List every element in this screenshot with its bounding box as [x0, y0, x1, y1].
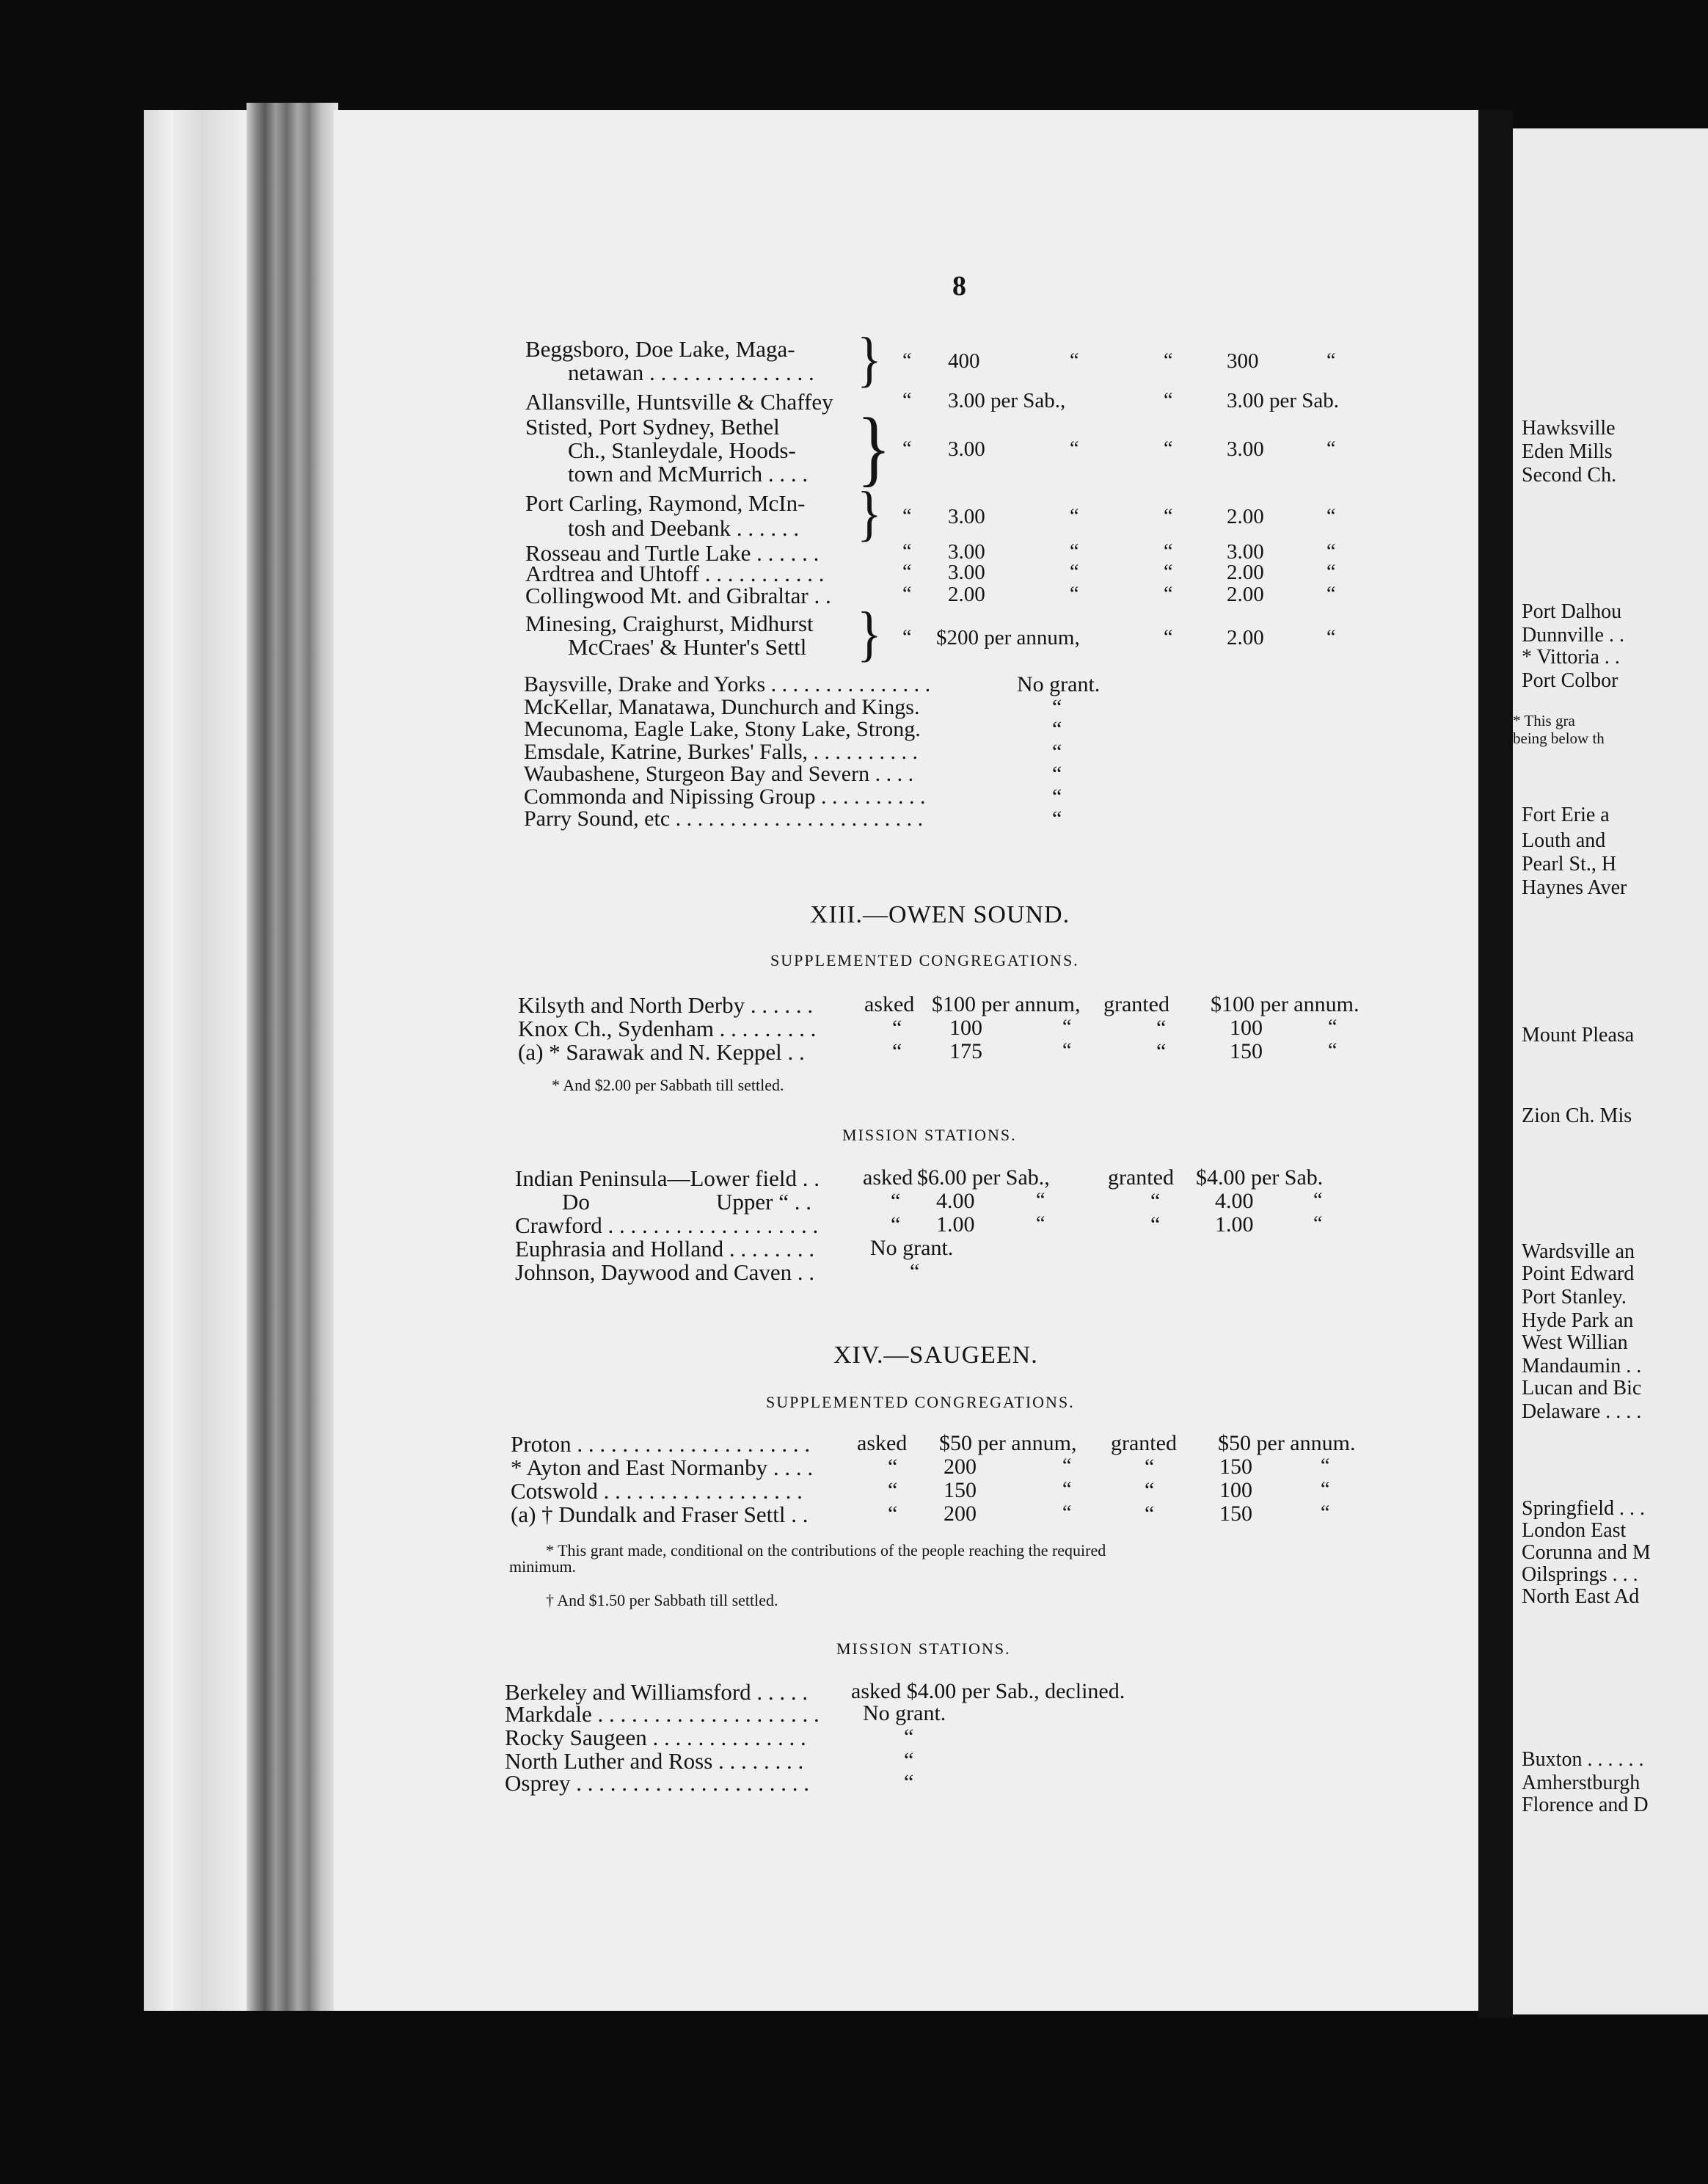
table-row-name: (a) † Dundalk and Fraser Settl . .: [511, 1502, 809, 1527]
ditto-mark: “: [1321, 1502, 1330, 1524]
ditto-mark: “: [1164, 389, 1173, 412]
right-page-line: Mount Pleasa: [1522, 1024, 1635, 1046]
section-heading: XIII.—OWEN SOUND.: [810, 901, 1070, 928]
ditto-mark: “: [1070, 540, 1079, 563]
amount-asked: 3.00: [948, 505, 985, 528]
ditto-mark: “: [904, 1748, 914, 1772]
amount-asked: $6.00 per Sab.,: [917, 1165, 1050, 1190]
asked-label: “: [892, 1016, 902, 1040]
right-page-line: Port Stanley.: [1522, 1286, 1627, 1308]
amount-asked: 3.00: [948, 561, 985, 584]
ditto-mark: “: [910, 1259, 920, 1284]
no-grant: No grant.: [1017, 672, 1101, 696]
amount-asked: 3.00: [948, 437, 985, 461]
table-row-name: netawan . . . . . . . . . . . . . . .: [568, 360, 814, 385]
ditto-mark: “: [902, 505, 912, 528]
right-page-line: Hyde Park an: [1522, 1309, 1634, 1332]
subsection-heading: SUPPLEMENTED CONGREGATIONS.: [766, 1393, 1075, 1411]
table-row-name: Osprey . . . . . . . . . . . . . . . . . . . . .: [505, 1770, 810, 1796]
amount-granted: 3.00 per Sab.: [1227, 389, 1340, 412]
right-page-line: Amherstburgh: [1522, 1772, 1641, 1794]
amount-granted: 2.00: [1227, 561, 1264, 584]
subsection-heading: SUPPLEMENTED CONGREGATIONS.: [770, 951, 1079, 969]
page-number: 8: [952, 271, 966, 302]
asked-label: asked: [864, 992, 915, 1016]
right-page-line: * This gra: [1513, 712, 1575, 729]
granted-label: “: [1145, 1502, 1155, 1526]
ditto-mark: “: [1326, 349, 1336, 372]
ditto-mark: “: [1052, 807, 1062, 831]
right-page-line: Lucan and Bic: [1522, 1377, 1642, 1399]
right-page-line: Florence and D: [1522, 1794, 1649, 1816]
table-row-name: McKellar, Manatawa, Dunchurch and Kings.: [524, 694, 920, 719]
ditto-mark: “: [1070, 349, 1079, 372]
amount-granted: 150: [1219, 1502, 1252, 1526]
no-grant: No grant.: [863, 1701, 946, 1725]
amount-asked: 100: [949, 1016, 982, 1040]
right-page-line: Corunna and M: [1522, 1541, 1651, 1564]
table-row-name: McCraes' & Hunter's Settl: [568, 634, 807, 660]
ditto-mark: “: [1164, 540, 1173, 563]
right-page-line: Springfield . . .: [1522, 1497, 1645, 1520]
ditto-mark: “: [1062, 1016, 1072, 1038]
granted-label: “: [1150, 1212, 1161, 1237]
amount-granted: 2.00: [1227, 626, 1264, 649]
ditto-mark: “: [1062, 1502, 1072, 1524]
right-page-line: Haynes Aver: [1522, 876, 1627, 899]
footnote: minimum.: [509, 1557, 577, 1576]
ditto-mark: “: [1326, 505, 1336, 528]
table-row-name: North Luther and Ross . . . . . . . .: [505, 1748, 804, 1774]
decline-note: asked $4.00 per Sab., declined.: [851, 1679, 1125, 1703]
ditto-mark: “: [1164, 349, 1173, 372]
table-row-name: Parry Sound, etc . . . . . . . . . . . . . . . . . . . . . . .: [524, 807, 924, 831]
table-row-name: (a) * Sarawak and N. Keppel . .: [518, 1039, 805, 1065]
granted-label: “: [1145, 1455, 1155, 1479]
table-row-name: Emsdale, Katrine, Burkes' Falls, . . . . . . . . . .: [524, 739, 918, 764]
ditto-mark: “: [902, 389, 912, 412]
asked-label: “: [888, 1478, 898, 1502]
brace: }: [857, 400, 891, 495]
table-row-name: town and McMurrich . . . .: [568, 461, 809, 487]
section-heading: XIV.—SAUGEEN.: [833, 1342, 1038, 1369]
granted-label: granted: [1111, 1431, 1177, 1455]
amount-granted: 100: [1219, 1478, 1252, 1502]
table-row-name: Commonda and Nipissing Group . . . . . . . . . .: [524, 784, 926, 809]
asked-label: “: [888, 1455, 898, 1479]
footnote: * This grant made, conditional on the contributions of the people reaching the required: [546, 1541, 1106, 1559]
right-page-line: West Willian: [1522, 1331, 1628, 1354]
brace: }: [857, 600, 882, 669]
ditto-mark: “: [1321, 1455, 1330, 1477]
table-row-name: * Ayton and East Normanby . . . .: [511, 1455, 814, 1480]
ditto-mark: “: [1321, 1478, 1330, 1501]
footnote: † And $1.50 per Sabbath till settled.: [546, 1591, 778, 1609]
ditto-mark: “: [1052, 784, 1062, 809]
ditto-mark: “: [1070, 561, 1079, 583]
right-page-line: North East Ad: [1522, 1585, 1640, 1608]
ditto-mark: “: [1326, 437, 1336, 460]
right-page-line: Mandaumin . .: [1522, 1355, 1642, 1377]
granted-label: granted: [1108, 1165, 1174, 1190]
amount-granted: $4.00 per Sab.: [1196, 1165, 1324, 1190]
ditto-mark: “: [904, 1770, 914, 1794]
amount-granted: 150: [1230, 1039, 1263, 1063]
right-page-line: Second Ch.: [1522, 464, 1617, 487]
amount-asked: 4.00: [936, 1189, 975, 1213]
ditto-mark: “: [1326, 626, 1336, 649]
table-row-name: Crawford . . . . . . . . . . . . . . . . . . .: [515, 1212, 819, 1238]
ditto-mark: “: [1062, 1455, 1072, 1477]
ditto-mark: “: [1328, 1039, 1337, 1062]
right-page-line: Louth and: [1522, 829, 1606, 852]
right-page-line: Eden Mills: [1522, 440, 1613, 463]
ditto-mark: “: [1052, 762, 1062, 786]
amount-asked: 200: [944, 1502, 977, 1526]
amount-asked: 200: [944, 1455, 977, 1479]
table-row-name: Stisted, Port Sydney, Bethel: [525, 414, 780, 440]
right-page-line: Wardsville an: [1522, 1240, 1635, 1263]
ditto-mark: “: [1164, 583, 1173, 605]
table-row-name: Cotswold . . . . . . . . . . . . . . . . . .: [511, 1478, 803, 1504]
ditto-mark: “: [1313, 1189, 1323, 1212]
ditto-mark: “: [1070, 583, 1079, 605]
ditto-mark: “: [1036, 1212, 1045, 1235]
ditto-mark: “: [1164, 437, 1173, 460]
table-row-name: Upper “ . .: [716, 1189, 811, 1215]
granted-label: “: [1145, 1478, 1155, 1502]
amount-granted: 150: [1219, 1455, 1252, 1479]
table-row-name: Johnson, Daywood and Caven . .: [515, 1259, 815, 1285]
table-row-name: Rosseau and Turtle Lake . . . . . .: [525, 540, 820, 566]
table-row-name: Ardtrea and Uhtoff . . . . . . . . . . .: [525, 561, 825, 586]
table-row-name: Beggsboro, Doe Lake, Maga-: [525, 336, 795, 362]
subsection-heading: MISSION STATIONS.: [836, 1639, 1011, 1658]
amount-asked: $100 per annum,: [932, 992, 1081, 1016]
ditto-mark: “: [1326, 540, 1336, 563]
brace: }: [857, 326, 882, 394]
ditto-mark: “: [1070, 437, 1079, 460]
amount-granted: 3.00: [1227, 437, 1264, 461]
right-page-line: Delaware . . . .: [1522, 1400, 1642, 1423]
table-row-name: Euphrasia and Holland . . . . . . . .: [515, 1236, 815, 1262]
ditto-mark: “: [1164, 505, 1173, 528]
page-stack-edge: [173, 110, 247, 2011]
right-page-line: Point Edward: [1522, 1262, 1635, 1285]
amount-granted: $50 per annum.: [1218, 1431, 1356, 1455]
amount-granted: 4.00: [1215, 1189, 1254, 1213]
right-page-line: Dunnville . .: [1522, 624, 1624, 647]
ditto-mark: “: [1052, 739, 1062, 764]
granted-label: “: [1156, 1016, 1167, 1040]
asked-label: “: [888, 1502, 898, 1526]
table-row-name: Waubashene, Sturgeon Bay and Severn . . . .: [524, 762, 914, 786]
right-page-line: Port Dalhou: [1522, 600, 1622, 623]
table-row-name: Mecunoma, Eagle Lake, Stony Lake, Strong.: [524, 717, 921, 741]
table-row-name: Collingwood Mt. and Gibraltar . .: [525, 583, 831, 608]
granted-label: “: [1150, 1189, 1161, 1213]
amount-granted: 2.00: [1227, 505, 1264, 528]
amount-asked: 400: [948, 349, 980, 373]
amount-granted: 100: [1230, 1016, 1263, 1040]
ditto-mark: “: [1328, 1016, 1337, 1038]
table-row-name: Baysville, Drake and Yorks . . . . . . . . . . . . . . .: [524, 672, 931, 696]
amount-granted: 3.00: [1227, 540, 1264, 564]
brace: }: [857, 480, 882, 548]
right-page-line: being below th: [1513, 729, 1605, 747]
asked-label: asked: [863, 1165, 913, 1190]
amount-asked: $200 per annum,: [936, 626, 1080, 649]
table-row-name: Allansville, Huntsville & Chaffey: [525, 389, 833, 415]
asked-label: “: [891, 1189, 901, 1213]
book-edge: [144, 110, 173, 2011]
no-grant: No grant.: [870, 1236, 954, 1260]
ditto-mark: “: [904, 1725, 914, 1749]
amount-granted: 300: [1227, 349, 1259, 373]
right-page-line: * Vittoria . .: [1522, 646, 1620, 669]
subsection-heading: MISSION STATIONS.: [842, 1126, 1017, 1144]
ditto-mark: “: [902, 583, 912, 605]
granted-label: “: [1156, 1039, 1167, 1063]
asked-label: asked: [857, 1431, 908, 1455]
footnote: * And $2.00 per Sabbath till settled.: [552, 1076, 784, 1094]
right-page-line: Fort Erie a: [1522, 804, 1610, 826]
table-row-name: Do: [562, 1189, 590, 1215]
amount-asked: 1.00: [936, 1212, 975, 1237]
ditto-mark: “: [1052, 694, 1062, 719]
ditto-mark: “: [902, 540, 912, 563]
right-page-line: Zion Ch. Mis: [1522, 1104, 1632, 1127]
ditto-mark: “: [1062, 1478, 1072, 1501]
amount-granted: 2.00: [1227, 583, 1264, 606]
ditto-mark: “: [902, 437, 912, 460]
ditto-mark: “: [1164, 561, 1173, 583]
table-row-name: Berkeley and Williamsford . . . . .: [505, 1679, 809, 1705]
amount-granted: 1.00: [1215, 1212, 1254, 1237]
right-page-line: Hawksville: [1522, 417, 1616, 440]
right-page-line: London East: [1522, 1519, 1627, 1542]
ditto-mark: “: [1052, 717, 1062, 741]
table-row-name: Ch., Stanleydale, Hoods-: [568, 437, 796, 463]
table-row-name: Proton . . . . . . . . . . . . . . . . . . . . .: [511, 1431, 811, 1457]
table-row-name: Rocky Saugeen . . . . . . . . . . . . . .: [505, 1725, 806, 1750]
amount-asked: 3.00 per Sab.,: [948, 389, 1066, 412]
table-row-name: Kilsyth and North Derby . . . . . .: [518, 992, 814, 1018]
amount-asked: 150: [944, 1478, 977, 1502]
ditto-mark: “: [902, 349, 912, 372]
ditto-mark: “: [902, 561, 912, 583]
ditto-mark: “: [902, 626, 912, 649]
amount-asked: $50 per annum,: [939, 1431, 1077, 1455]
ditto-mark: “: [1326, 561, 1336, 583]
right-page-line: Oilsprings . . .: [1522, 1563, 1638, 1586]
right-page-line: Buxton . . . . . .: [1522, 1748, 1644, 1771]
granted-label: granted: [1103, 992, 1169, 1016]
ditto-mark: “: [1070, 505, 1079, 528]
book-spine: [247, 103, 338, 2011]
asked-label: “: [891, 1212, 901, 1237]
ditto-mark: “: [1313, 1212, 1323, 1235]
right-page: [1513, 128, 1708, 2014]
asked-label: “: [892, 1039, 902, 1063]
amount-granted: $100 per annum.: [1211, 992, 1360, 1016]
ditto-mark: “: [1062, 1039, 1072, 1062]
table-row-name: Port Carling, Raymond, McIn-: [525, 490, 806, 516]
ditto-mark: “: [1326, 583, 1336, 605]
gutter: [1478, 110, 1513, 2018]
table-row-name: tosh and Deebank . . . . . .: [568, 515, 800, 541]
right-page-line: Pearl St., H: [1522, 853, 1617, 876]
ditto-mark: “: [1164, 626, 1173, 649]
amount-asked: 2.00: [948, 583, 985, 606]
amount-asked: 175: [949, 1039, 982, 1063]
table-row-name: Minesing, Craighurst, Midhurst: [525, 611, 814, 636]
table-row-name: Indian Peninsula—Lower field . .: [515, 1165, 820, 1191]
right-page-line: Port Colbor: [1522, 669, 1618, 692]
table-row-name: Knox Ch., Sydenham . . . . . . . . .: [518, 1016, 817, 1041]
table-row-name: Markdale . . . . . . . . . . . . . . . . . . . .: [505, 1701, 820, 1727]
ditto-mark: “: [1036, 1189, 1045, 1212]
amount-asked: 3.00: [948, 540, 985, 564]
